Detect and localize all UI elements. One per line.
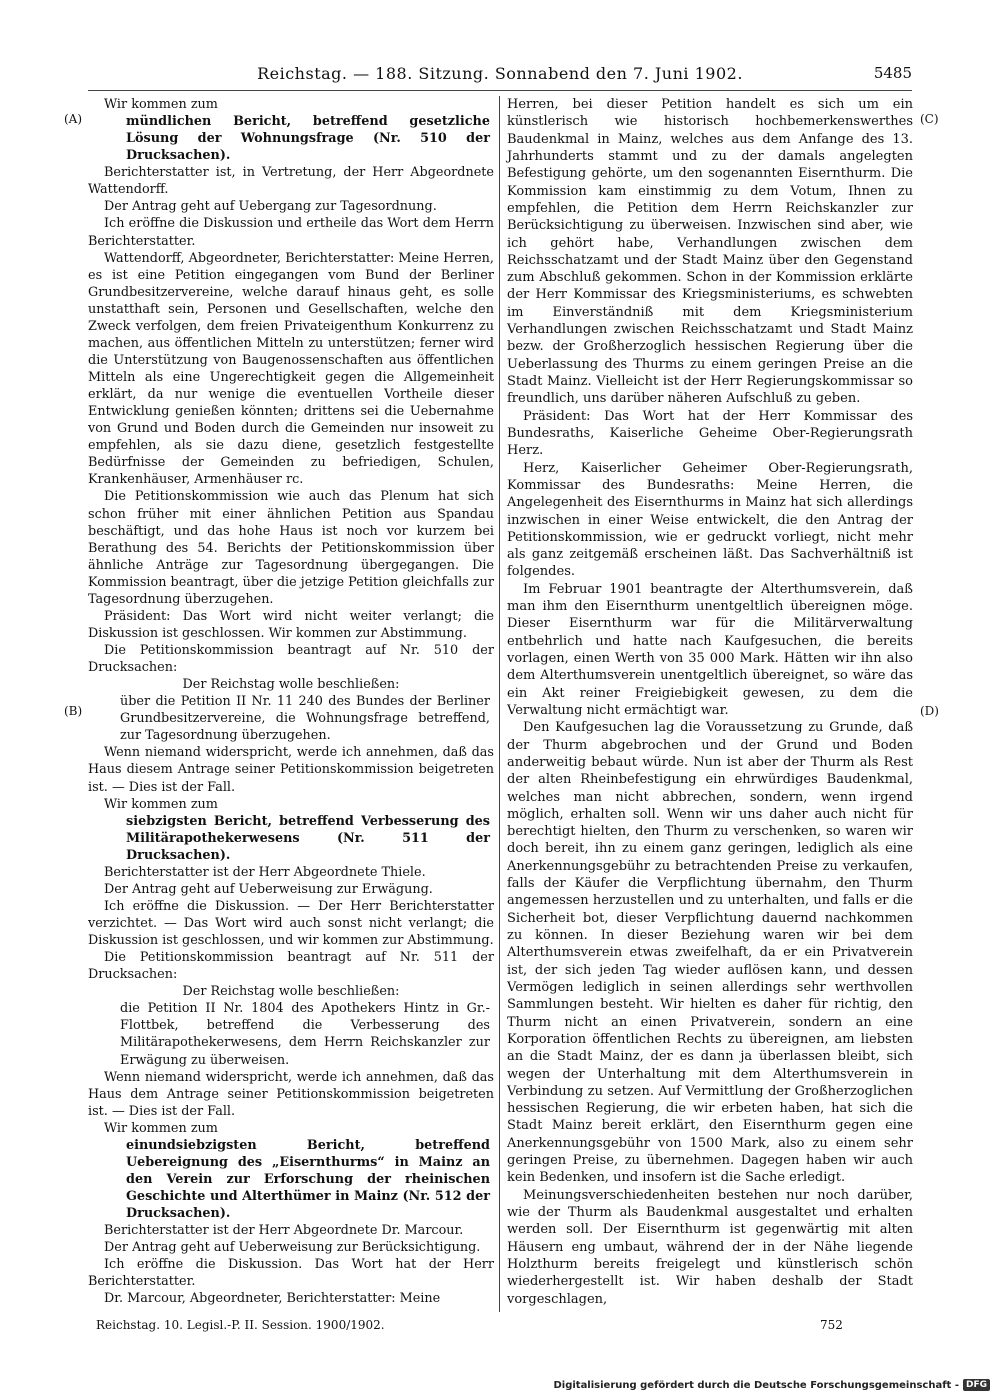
resolution-intro: Der Reichstag wolle beschließen: [182, 984, 400, 1000]
page-number: 5485 [873, 64, 912, 82]
paragraph: Wir kommen zum [104, 1120, 218, 1136]
paragraph: Berichterstatter ist der Herr Abgeordnete Dr. Marcour. [104, 1223, 464, 1239]
paragraph: Der Antrag geht auf Ueberweisung zur Berücksichtigung. [104, 1240, 481, 1256]
resolution-text: über die Petition II Nr. 11 240 des Bundes der Berliner Grundbesitzervereine, die Wohnungsfrage betreffend, zur Tagesordnung überzugehen. [120, 694, 490, 744]
paragraph: Die Petitionskommission wie auch das Plenum hat sich schon früher mit einer ähnlichen Petition aus Spandau beschäftigt, und das hohe Haus ist noch vor kurzem bei Berathung des 54. Berichts der Petitionskommission über ähnliche Anträge zur Tagesordnung übergegangen. Die Kommission beantragt, über die jetzige Petition gleichfalls zur Tagesordnung überzugehen. [88, 489, 494, 607]
paragraph: Der Antrag geht auf Ueberweisung zur Erwägung. [104, 881, 433, 897]
header-rule [88, 90, 912, 91]
margin-marker-b: (B) [64, 704, 83, 718]
margin-marker-d: (D) [920, 704, 939, 718]
paragraph: Der Antrag geht auf Uebergang zur Tagesordnung. [104, 199, 437, 215]
paragraph: Berichterstatter ist der Herr Abgeordnete Thiele. [104, 864, 426, 880]
paragraph: Wenn niemand widerspricht, werde ich annehmen, daß das Haus dem Antrage seiner Petitionskommission beigetreten ist. — Dies ist der Fall. [88, 1069, 494, 1119]
running-header [88, 64, 912, 86]
column-divider [499, 96, 500, 1312]
agenda-item-heading: einundsiebzigsten Bericht, betreffend Uebereignung des „Eisernthurms“ in Mainz an den Verein zur Erforschung der rheinischen Geschichte und Alterthümer in Mainz (Nr. 512 der Drucksachen). [126, 1137, 490, 1222]
paragraph: Im Februar 1901 beantragte der Alterthumsverein, daß man ihm den Eisernthurm unentgeltlich übereignen möge. Dieser Eisernthurm war für die Militärverwaltung entbehrlich und hatte nach Kaufgesuchen, die bereits vorlagen, einen Werth von 35 000 Mark. Hätten wir ihn also dem Alterthumsverein unentgeltlich übereignet, so wäre das ein Akt reiner Freigiebigkeit gewesen, zu dem die Verwaltung nicht ermächtigt war. [507, 581, 913, 718]
paragraph: Wenn niemand widerspricht, werde ich annehmen, daß das Haus diesem Antrage seiner Petitionskommission beigetreten ist. — Dies ist der Fall. [88, 745, 494, 795]
paragraph: Die Petitionskommission beantragt auf Nr. 510 der Drucksachen: [88, 643, 494, 676]
margin-marker-a: (A) [64, 112, 83, 126]
speech-paragraph: Herz, Kaiserlicher Geheimer Ober-Regierungsrath, Kommissar des Bundesraths: Meine Herren, die Angelegenheit des Eisernthurms in Mainz hat sich allerdings inzwischen in einer Weise entwickelt, die den Antrag der Petitionskommission, wie er gedruckt vorliegt, nicht mehr als ganz zeitgemäß erscheinen läßt. Das Sachverhältniß ist folgendes. [507, 460, 913, 580]
resolution-intro: Der Reichstag wolle beschließen: [182, 677, 400, 693]
speech-paragraph: Herren, bei dieser Petition handelt es sich um ein künstlerisch wie historisch hochbemerkenswerthes Baudenkmal in Mainz, welches aus dem Anfange des 13. Jahrhunderts stammt und zu der damals angelegten Befestigung gehörte, um den sogenannten Eisernthurm. Die Kommission kam einstimmig zu dem Votum, Ihnen zu empfehlen, die Petition dem Herrn Reichskanzler zur Berücksichtigung zu überweisen. Inzwischen sind aber, wie ich gehört habe, Verhandlungen zwischen dem Reichsschatzamt und der Stadt Mainz über den Gegenstand zum Abschluß gekommen. Schon in der Kommission erklärte der Herr Kommissar des Kriegsministeriums, es schwebten im Einverständniß mit dem Kriegsministerium Verhandlungen zwischen Reichsschatzamt und Stadt Mainz bezw. der Großherzoglich hessischen Regierung über die Ueberlassung des Thurms zu einem geringen Preise an die Stadt Mainz. Vielleicht ist der Herr Regierungskommissar so freundlich, uns darüber näheren Aufschluß zu geben. [507, 97, 913, 407]
footer-sheet-number: 752 [820, 1318, 843, 1332]
paragraph: Meinungsverschiedenheiten bestehen nur noch darüber, wie der Thurm als Baudenkmal ausgestaltet und erhalten werden soll. Der Eisernthurm ist gegenwärtig mit alten Häusern eng umbaut, während der in der Nähe liegende Holzthurm bereits freigelegt und künstlerisch schön wiederhergestellt ist. Wir haben deshalb der Stadt vorgeschlagen, [507, 1187, 913, 1307]
dfg-logo: DFG [963, 1379, 990, 1391]
header-title: Reichstag. — 188. Sitzung. Sonnabend den 7. Juni 1902. [257, 64, 743, 83]
paragraph: Ich eröffne die Diskussion. Das Wort hat der Herr Berichterstatter. [88, 1257, 494, 1290]
paragraph: Die Petitionskommission beantragt auf Nr. 511 der Drucksachen: [88, 950, 494, 983]
president-statement: Präsident: Das Wort hat der Herr Kommissar des Bundesraths, Kaiserliche Geheime Ober-Regierungsrath Herz. [507, 408, 913, 459]
paragraph: Den Kaufgesuchen lag die Voraussetzung zu Grunde, daß der Thurm abgebrochen und der Grund und Boden anderweitig bebaut würde. Nun ist aber der Thurm als Rest der alten Rheinbefestigung ein ehrwürdiges Baudenkmal, welches man nicht abbrechen, sondern, wenn irgend möglich, erhalten soll. Wenn wir uns daher auch nicht für berechtigt hielten, den Thurm zu verschenken, so waren wir doch bereit, ihn zu einem ganz geringen, lediglich als eine Anerkennungsgebühr zu betrachtenden Preise zu verkaufen, falls der Käufer die Verpflichtung übernahm, den Thurm angemessen herzustellen und zu unterhalten, und falls er die Sicherheit bot, dieser Verpflichtung dauernd nachkommen zu können. In dieser Beziehung waren wir bei dem Alterthumsverein etwas zweifelhaft, da er ein Privatverein ist, der sich jeden Tag wieder auflösen kann, und dessen Vermögen lediglich in seinen allerdings sehr werthvollen Sammlungen besteht. Wir hielten es daher für richtig, den Thurm nicht an einen Privatverein, sondern an eine Korporation öffentlichen Rechts zu übereignen, am liebsten an die Stadt Mainz, der es dann ja überlassen bleibt, sich wegen der Unterhaltung mit dem Alterthumsverein in Verbindung zu setzen. Auf Vermittlung der Großherzoglichen hessischen Regierung, die wir erbeten haben, hat sich die Stadt Mainz bereit erklärt, den Eisernthurm gegen eine Anerkennungsgebühr von 1500 Mark, also zu einem sehr geringen Preise, zu übernehmen. Dagegen haben wir auch kein Bedenken, und insofern ist die Sache erledigt. [507, 720, 913, 1186]
resolution-text: die Petition II Nr. 1804 des Apothekers Hintz in Gr.-Flottbek, betreffend die Verbesserung des Militärapothekerwesens, dem Herrn Reichskanzler zur Erwägung zu überweisen. [120, 1001, 490, 1068]
agenda-item-heading: mündlichen Bericht, betreffend gesetzliche Lösung der Wohnungsfrage (Nr. 510 der Drucksachen). [126, 114, 490, 164]
paragraph: Ich eröffne die Diskussion. — Der Herr Berichterstatter verzichtet. — Das Wort wird auch sonst nicht verlangt; die Diskussion ist geschlossen, und wir kommen zur Abstimmung. [88, 898, 494, 949]
speech-paragraph: Wattendorff, Abgeordneter, Berichterstatter: Meine Herren, es ist eine Petition eingegangen vom Bund der Berliner Grundbesitzervereine, welche darauf hinaus geht, es solle unstatthaft sein, Personen und Gesellschaften, welche den Zweck verfolgen, dem freien Privateigenthum Konkurrenz zu machen, aus öffentlichen Mitteln zu unterstützen; ferner wird die Unterstützung von Baugenossenschaften aus öffentlichen Mitteln als eine Ungerechtigkeit gegen die Allgemeinheit erklärt, da nur wenige die eventuellen Vortheile dieser Entwicklung genießen könnten; drittens sei die Uebernahme von Grund und Boden durch die Gemeinden nur insoweit zu empfehlen, als sie dazu diene, gesetzlich festgestellte Bedürfnisse der Gemeinden zu befriedigen, Schulen, Krankenhäuser, Armenhäuser rc. [88, 250, 494, 488]
digitization-credit [553, 1379, 990, 1391]
agenda-item-heading: siebzigsten Bericht, betreffend Verbesserung des Militärapothekerwesens (Nr. 511 der Drucksachen). [126, 813, 490, 863]
credit-text: Digitalisierung gefördert durch die Deutsche Forschungsgemeinschaft - [553, 1379, 959, 1391]
paragraph: Wir kommen zum [104, 97, 218, 112]
left-column [88, 96, 494, 1307]
paragraph: Berichterstatter ist, in Vertretung, der Herr Abgeordnete Wattendorff. [88, 165, 494, 198]
paragraph: Wir kommen zum [104, 796, 218, 812]
margin-marker-c: (C) [920, 112, 939, 126]
speech-paragraph: Dr. Marcour, Abgeordneter, Berichterstatter: Meine [104, 1291, 441, 1307]
footer-session: Reichstag. 10. Legisl.-P. II. Session. 1900/1902. [96, 1318, 385, 1332]
paragraph: Ich eröffne die Diskussion und ertheile das Wort dem Herrn Berichterstatter. [88, 216, 494, 249]
right-column [507, 96, 913, 1308]
president-statement: Präsident: Das Wort wird nicht weiter verlangt; die Diskussion ist geschlossen. Wir kommen zur Abstimmung. [88, 608, 494, 641]
